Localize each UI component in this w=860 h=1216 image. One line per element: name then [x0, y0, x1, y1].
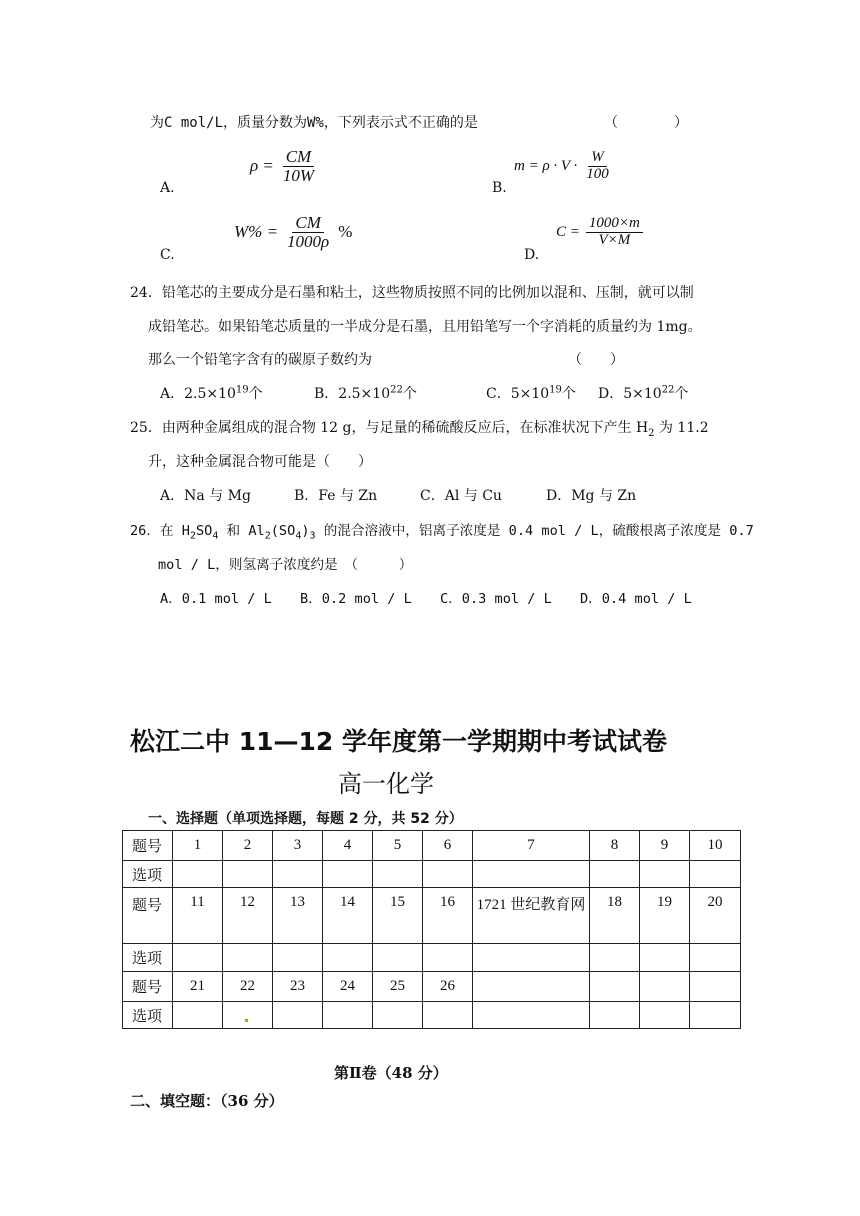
table-cell: 21	[173, 972, 223, 1002]
q24-option-a: A．$2.5\times 10^{19}$个	[160, 384, 263, 402]
answer-cell[interactable]	[473, 1002, 590, 1029]
table-cell: 10	[690, 831, 741, 861]
q24-option-b: B．$2.5\times 10^{22}$个	[314, 384, 417, 402]
table-cell: 7	[473, 831, 590, 861]
table-cell: 14	[323, 888, 373, 944]
q26-option-d: D．0.4 mol / L	[580, 591, 692, 607]
answer-cell[interactable]	[473, 944, 590, 972]
answer-cell[interactable]	[223, 1002, 273, 1029]
row-label: 选项	[123, 861, 173, 888]
answer-cell[interactable]	[423, 1002, 473, 1029]
q23-option-a-label: A.	[160, 180, 175, 196]
answer-cell[interactable]	[640, 1002, 690, 1029]
table-cell	[473, 972, 590, 1002]
section-two-heading: 二、填空题：（36 分）	[130, 1092, 284, 1110]
exam-subtitle: 高一化学	[338, 770, 434, 798]
table-row-answers-3	[123, 1002, 741, 1029]
row-label: 选项	[123, 944, 173, 972]
q23-option-d-label: D.	[524, 247, 540, 263]
q25-option-c: C．Al 与 Cu	[420, 488, 502, 504]
answer-cell[interactable]	[173, 1002, 223, 1029]
table-cell: 25	[373, 972, 423, 1002]
answer-cell[interactable]	[590, 861, 640, 888]
q23-stem	[150, 112, 478, 132]
table-cell: 26	[423, 972, 473, 1002]
q24-line3: 那么一个铅笔字含有的碳原子数约为	[148, 352, 372, 368]
answer-cell[interactable]	[273, 944, 323, 972]
q26-option-b: B．0.2 mol / L	[300, 591, 412, 607]
answer-cell[interactable]	[373, 944, 423, 972]
table-cell: 22	[223, 972, 273, 1002]
answer-cell[interactable]	[323, 1002, 373, 1029]
q23-option-c-label: C.	[160, 247, 175, 263]
table-cell: 24	[323, 972, 373, 1002]
table-cell-watermark: 1721 世纪教育网	[473, 888, 590, 944]
answer-cell[interactable]	[173, 944, 223, 972]
stray-mark	[245, 1019, 248, 1022]
q25-option-a: A．Na 与 Mg	[160, 488, 251, 504]
answer-cell[interactable]	[373, 861, 423, 888]
answer-cell[interactable]	[223, 861, 273, 888]
q24-answer-paren: （ ）	[568, 352, 624, 368]
table-cell: 9	[640, 831, 690, 861]
table-cell: 15	[373, 888, 423, 944]
q24-line2: 成铅笔芯。如果铅笔芯质量的一半成分是石墨，且用铅笔写一个字消耗的质量约为 1mg。	[148, 319, 702, 335]
q24-line1: 24．铅笔芯的主要成分是石墨和粘土，这些物质按照不同的比例加以混和、压制，就可以制	[130, 285, 694, 301]
row-label: 题号	[123, 888, 173, 944]
q23-option-c-formula: W% = $\frac{CM}{1000\rho}$ %	[234, 213, 353, 251]
q25-line2: 升，这种金属混合物可能是（ ）	[148, 454, 372, 470]
answer-cell[interactable]	[590, 944, 640, 972]
q26-option-a: A．0.1 mol / L	[160, 591, 272, 607]
table-cell: 11	[173, 888, 223, 944]
q23-answer-paren: （ ）	[604, 115, 688, 131]
q24-option-c: C．$5\times 10^{19}$个	[486, 384, 576, 402]
table-cell: 8	[590, 831, 640, 861]
q24-option-d: D．$5\times 10^{22}$个	[598, 384, 689, 402]
answer-cell[interactable]	[690, 861, 741, 888]
answer-cell[interactable]	[690, 1002, 741, 1029]
table-row-numbers-2	[123, 888, 741, 944]
answer-cell[interactable]	[273, 1002, 323, 1029]
table-cell: 1	[173, 831, 223, 861]
row-label: 题号	[123, 972, 173, 1002]
q23-option-d-formula: C = $\frac{1000\times m}{V\times M}$	[556, 216, 643, 249]
answer-cell[interactable]	[640, 944, 690, 972]
answer-cell[interactable]	[373, 1002, 423, 1029]
table-cell	[690, 972, 741, 1002]
answer-cell[interactable]	[173, 861, 223, 888]
table-cell: 12	[223, 888, 273, 944]
q26-option-c: C．0.3 mol / L	[440, 591, 552, 607]
table-cell: 6	[423, 831, 473, 861]
table-row-answers-2	[123, 944, 741, 972]
answer-cell[interactable]	[273, 861, 323, 888]
table-cell: 4	[323, 831, 373, 861]
part-two-title: 第Ⅱ卷（48 分）	[334, 1064, 448, 1082]
answer-cell[interactable]	[323, 944, 373, 972]
table-cell: 5	[373, 831, 423, 861]
q25-option-d: D．Mg 与 Zn	[546, 488, 637, 504]
table-row-numbers-3	[123, 972, 741, 1002]
q23-option-b-formula: m = ρ · V · $\frac{W}{100}$	[514, 149, 609, 182]
q26-line1: 26．在 $H_2SO_4$ 和 $Al_2(SO_4)_3$ 的混合溶液中，铝离子浓度是 0.4 mol / L，硫酸根离子浓度是 0.7	[130, 523, 754, 542]
table-row-numbers-1	[123, 831, 741, 861]
q26-line2: mol / L，则氢离子浓度约是 （ ）	[158, 557, 413, 573]
answer-cell[interactable]	[423, 861, 473, 888]
q23-option-a-formula: ρ = $\frac{CM}{10W}$	[250, 147, 315, 185]
answer-cell[interactable]	[323, 861, 373, 888]
table-row-answers-1	[123, 861, 741, 888]
answer-cell[interactable]	[640, 861, 690, 888]
q25-option-b: B．Fe 与 Zn	[294, 488, 378, 504]
q23-option-b-label: B.	[492, 180, 507, 196]
answer-cell[interactable]	[690, 944, 741, 972]
section-one-heading: 一、选择题（单项选择题，每题 2 分，共 52 分）	[148, 811, 463, 827]
answer-cell[interactable]	[423, 944, 473, 972]
table-cell: 19	[640, 888, 690, 944]
q25-line1: 25．由两种金属组成的混合物 12 g，与足量的稀硫酸反应后，在标准状况下产生 $H_2$ 为 11.2	[130, 420, 709, 439]
table-cell: 23	[273, 972, 323, 1002]
table-cell: 13	[273, 888, 323, 944]
table-cell: 20	[690, 888, 741, 944]
exam-title: 松江二中 11—12 学年度第一学期期中考试试卷	[130, 727, 667, 756]
answer-cell[interactable]	[473, 861, 590, 888]
answer-cell[interactable]	[223, 944, 273, 972]
table-cell: 16	[423, 888, 473, 944]
row-label: 选项	[123, 1002, 173, 1029]
answer-table	[122, 830, 741, 1029]
answer-cell[interactable]	[590, 1002, 640, 1029]
row-label: 题号	[123, 831, 173, 861]
table-cell	[640, 972, 690, 1002]
q23-stem-text: 为C mol/L，质量分数为W%，下列表示式不正确的是	[150, 115, 478, 131]
table-cell: 2	[223, 831, 273, 861]
table-cell: 3	[273, 831, 323, 861]
table-cell	[590, 972, 640, 1002]
table-cell: 18	[590, 888, 640, 944]
